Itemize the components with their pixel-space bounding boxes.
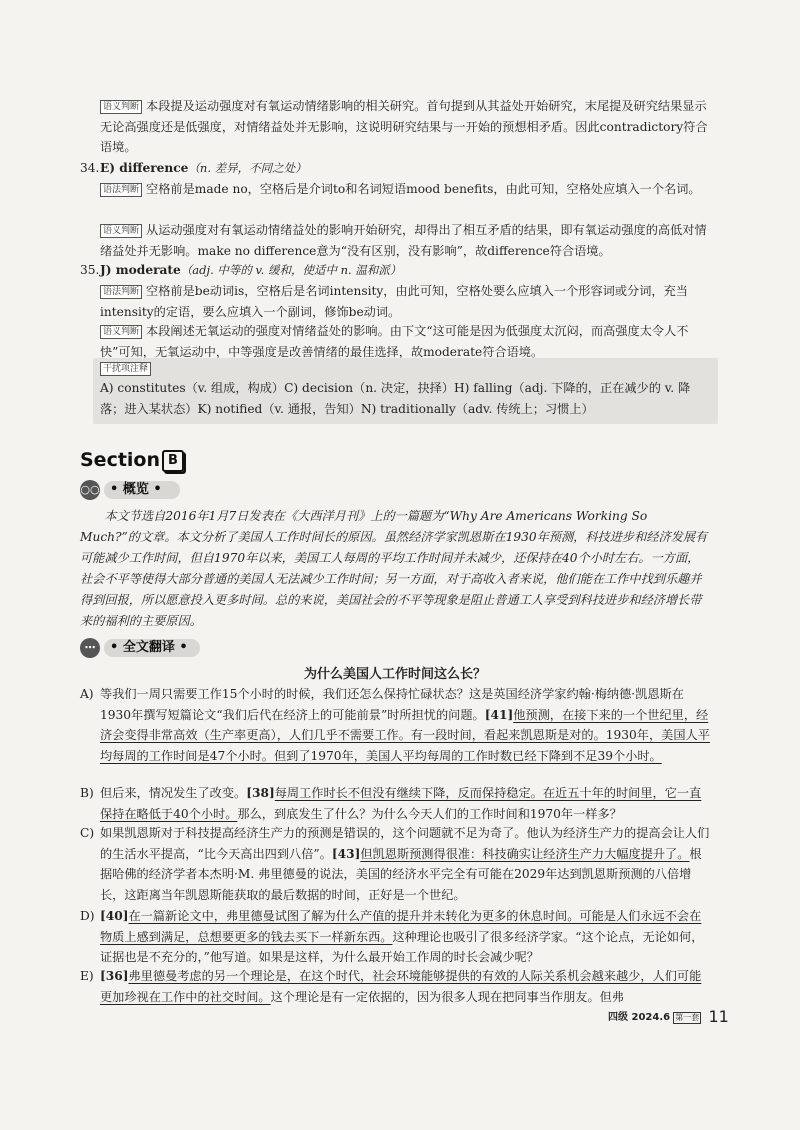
question-mark: [38] [246,786,275,800]
page-footer [608,1007,729,1028]
chat-bubble-icon: ⋯ [80,638,100,658]
distractor-tag-line [100,358,710,379]
question-mark: [40] [100,909,129,923]
q35-number: 35. [80,263,100,277]
translation-paragraph-a [80,684,710,766]
section-word: Section [80,449,161,471]
q34-semantic-block [100,220,710,261]
underlined-text: 他预测，在接下来的一个世纪里，经济会变得非常高效（生产率更高），人们几乎不需要工作。有一段时间，看起来凯恩斯是对的。1930年，美国人平均每周的工作时间是47个小时。但到了1970年，美国人平均每周的工作时数已经下降到不足39个小时。 [100,707,710,763]
paragraph-label: B) [80,786,94,800]
translation-paragraph-d [80,906,710,968]
grammar-tag: 语法判断 [100,285,142,299]
paragraph-label: A) [80,687,94,701]
q34-number: 34. [80,161,100,175]
paragraph-text: 但后来，情况发生了改变。 [100,786,247,800]
q33-semantic-block [100,96,710,158]
paragraph-text: 根据哈佛的经济学者本杰明·M. 弗里德曼的说法，美国的经济水平完全有可能在2029年达到凯恩斯预测的八倍增长，这距离当年凯恩斯能获取的最后数据的时间，正好是一个世纪。 [100,846,702,902]
overview-label: • 概览 • [104,481,180,499]
q34-word: E) difference [100,161,189,175]
q35-grammar-text: 空格前是be动词is，空格后是名词intensity，由此可知，空格处要么应填入一个形容词或分词，充当intensity的定语，要么应填入一个副词，修饰be动词。 [100,284,688,319]
set-label: 第一套 [675,1013,700,1022]
paragraph-text: 等我们一周只需要工作15个小时的时候，我们还怎么保持忙碌状态？这是英国经济学家约翰·梅纳德·凯恩斯在1930年撰写短篇论文“我们后代在经济上的可能前景”时所担忧的问题。 [100,687,684,722]
q34-answer [100,158,710,179]
translation-title: 为什么美国人工作时间这么长？ [303,667,486,682]
overview-heading [80,479,180,501]
distractor-text: A) constitutes（v. 组成，构成）C) decision（n. 决定，抉择）H) falling（adj. 下降的，正在减少的 v. 降落；进入某状态）K) notified（v. 通报，告知）N) traditionally（adv. 传统上；习惯上） [100,381,691,416]
overview-text: 本文节选自2016年1月7日发表在《大西洋月刊》上的一篇题为“Why Are Americans Working So Much?”的文章。本文分析了美国人工作时间长的原因。虽然经济学家凯恩斯在1930年预测，科技进步和经济发展有可能减少工作时间，但自1970年以来，美国工人每周的平均工作时间并未减少，还保持在40个小时左右。一方面，社会不平等使得大部分普通的美国人无法减少工作时间；另一方面，对于高收入者来说，他们能在工作中找到乐趣并得到回报，所以愿意投入更多时间。总的来说，美国社会的不平等现象是阻止普通工人享受到科技进步和经济增长带来的福利的主要原因。 [80,509,708,628]
semantic-tag: 语义判断 [100,100,142,114]
paragraph-text: 如果凯恩斯对于科技提高经济生产力的预测是错误的，这个问题就不足为奇了。他认为经济生产力的提高会让人们的生活水平提高，“比今天高出四到八倍”。 [100,826,710,861]
paragraph-text: 这个理论是有一定依据的，因为很多人现在把同事当作朋友。但弗 [270,989,625,1004]
q35-semantic-block [100,321,710,362]
semantic-tag: 语义判断 [100,224,142,238]
distractor-tag: 干扰项注释 [100,362,151,376]
translation-heading [80,637,200,659]
underlined-text: 每周工作时长不但没有继续下降，反而保持稳定。在近五十年的时间里，它一直保持在略低于40个小时。 [100,786,702,821]
glasses-icon: ○○ [80,480,100,500]
section-title [80,446,184,474]
question-mark: [36] [100,969,129,983]
translation-paragraph-c [80,823,710,905]
q33-semantic-text: 本段提及运动强度对有氧运动情绪影响的相关研究。首句提到从其益处开始研究，末尾提及研究结果显示无论高强度还是低强度，对情绪益处并无影响，这说明研究结果与一开始的预想相矛盾。因此contradictory符合语境。 [100,99,708,154]
paragraph-label: E) [80,969,94,983]
translation-paragraph-e [80,966,710,1007]
q34-gloss: （n. 差异，不同之处） [188,161,307,175]
translation-paragraph-b [80,783,710,824]
semantic-tag: 语义判断 [100,325,142,339]
q35-semantic-text: 本段阐述无氧运动的强度对情绪益处的影响。由下文“这可能是因为低强度太沉闷，而高强度太令人不快”可知，无氧运动中，中等强度是改善情绪的最佳选择，故moderate符合语境。 [100,324,689,359]
q35-gloss: （adj. 中等的 v. 缓和，使适中 n. 温和派） [180,263,402,277]
paragraph-text: 那么，到底发生了什么？为什么今天人们的工作时间和1970年一样多？ [237,806,622,821]
page-number: 11 [708,1007,729,1026]
paragraph-label: C) [80,826,95,840]
q34-grammar-text: 空格前是made no，空格后是介词to和名词短语mood benefits，由此可知，空格处应填入一个名词。 [146,182,701,196]
q35-answer [100,260,710,281]
q35-word: J) moderate [100,263,181,277]
underlined-text: 弗里德曼考虑的另一个理论是，在这个时代，社会环境能够提供的有效的人际关系机会越来越少，人们可能更加珍视在工作中的社交时间。 [100,969,702,1004]
paragraph-label: D) [80,909,95,923]
grammar-tag: 语法判断 [100,183,142,197]
section-letter: B [162,450,184,472]
q34-grammar-block [100,179,710,200]
question-mark: [41] [484,707,514,722]
question-mark: [43] [331,846,361,861]
underlined-text: 但凯恩斯预测得很准：科技确实让经济生产力大幅度提升了。 [360,846,690,861]
exam-label: 四级 2024.6 [608,1012,671,1023]
q34-semantic-text: 从运动强度对有氧运动情绪益处的影响开始研究，却得出了相互矛盾的结果，即有氧运动强度的高低对情绪益处并无影响。make no difference意为“没有区别，没有影响”，故difference符合语境。 [100,223,707,258]
underlined-text: 在一篇新论文中，弗里德曼试图了解为什么产值的提升并未转化为更多的休息时间。可能是人们永远不会在物质上感到满足，总想要更多的钱去买下一样新东西。 [100,909,702,944]
paragraph-text: 这种理论也吸引了很多经济学家。“这个论点，无论如何，证据也是不充分的，”他写道。如果是这样，为什么最开始工作周的时长会减少呢？ [100,929,704,964]
q35-grammar-block [100,281,710,322]
translation-label: • 全文翻译 • [104,639,200,657]
